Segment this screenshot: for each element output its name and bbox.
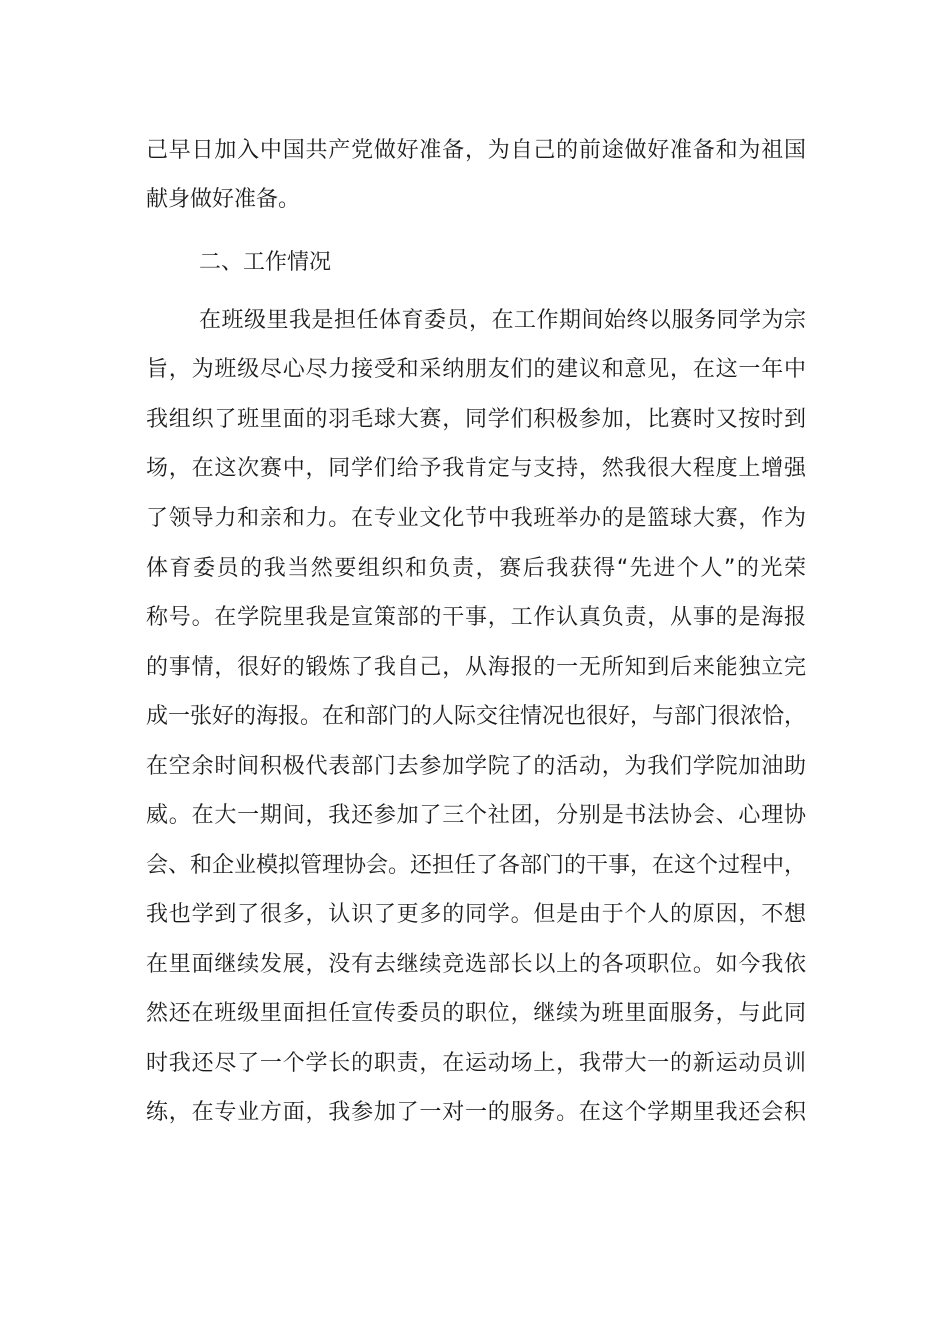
text-line: 成一张好的海报。在和部门的人际交往情况也很好，与部门很浓恰， xyxy=(146,704,806,729)
text-line: 时我还尽了一个学长的职责，在运动场上，我带大一的新运动员训 xyxy=(146,1051,806,1076)
text-line: 然还在班级里面担任宣传委员的职位，继续为班里面服务，与此同 xyxy=(146,1001,806,1026)
text-line: 旨，为班级尽心尽力接受和采纳朋友们的建议和意见，在这一年中 xyxy=(146,357,806,382)
text-line: 我也学到了很多，认识了更多的同学。但是由于个人的原因，不想 xyxy=(146,902,806,927)
text-line: 在班级里我是担任体育委员，在工作期间始终以服务同学为宗 xyxy=(199,308,806,333)
text-line: 体育委员的我当然要组织和负责，赛后我获得“先进个人”的光荣 xyxy=(146,556,806,581)
text-line: 的事情，很好的锻炼了我自己，从海报的一无所知到后来能独立完 xyxy=(146,655,806,680)
text-line: 称号。在学院里我是宣策部的干事，工作认真负责，从事的是海报 xyxy=(146,605,806,630)
text-line: 献身做好准备。 xyxy=(146,187,301,212)
text-line: 场，在这次赛中，同学们给予我肯定与支持，然我很大程度上增强 xyxy=(146,456,806,481)
text-line: 在空余时间积极代表部门去参加学院了的活动，为我们学院加油助 xyxy=(146,754,806,779)
text-line: 会、和企业模拟管理协会。还担任了各部门的干事，在这个过程中， xyxy=(146,853,806,878)
text-line: 我组织了班里面的羽毛球大赛，同学们积极参加，比赛时又按时到 xyxy=(146,407,806,432)
text-line: 练，在专业方面，我参加了一对一的服务。在这个学期里我还会积 xyxy=(146,1100,806,1125)
text-line: 了领导力和亲和力。在专业文化节中我班举办的是篮球大赛，作为 xyxy=(146,506,806,531)
text-line: 己早日加入中国共产党做好准备，为自己的前途做好准备和为祖国 xyxy=(146,138,806,163)
section-heading: 二、工作情况 xyxy=(199,250,332,275)
text-line: 在里面继续发展，没有去继续竞选部长以上的各项职位。如今我依 xyxy=(146,952,806,977)
text-line: 威。在大一期间，我还参加了三个社团，分别是书法协会、心理协 xyxy=(146,803,806,828)
